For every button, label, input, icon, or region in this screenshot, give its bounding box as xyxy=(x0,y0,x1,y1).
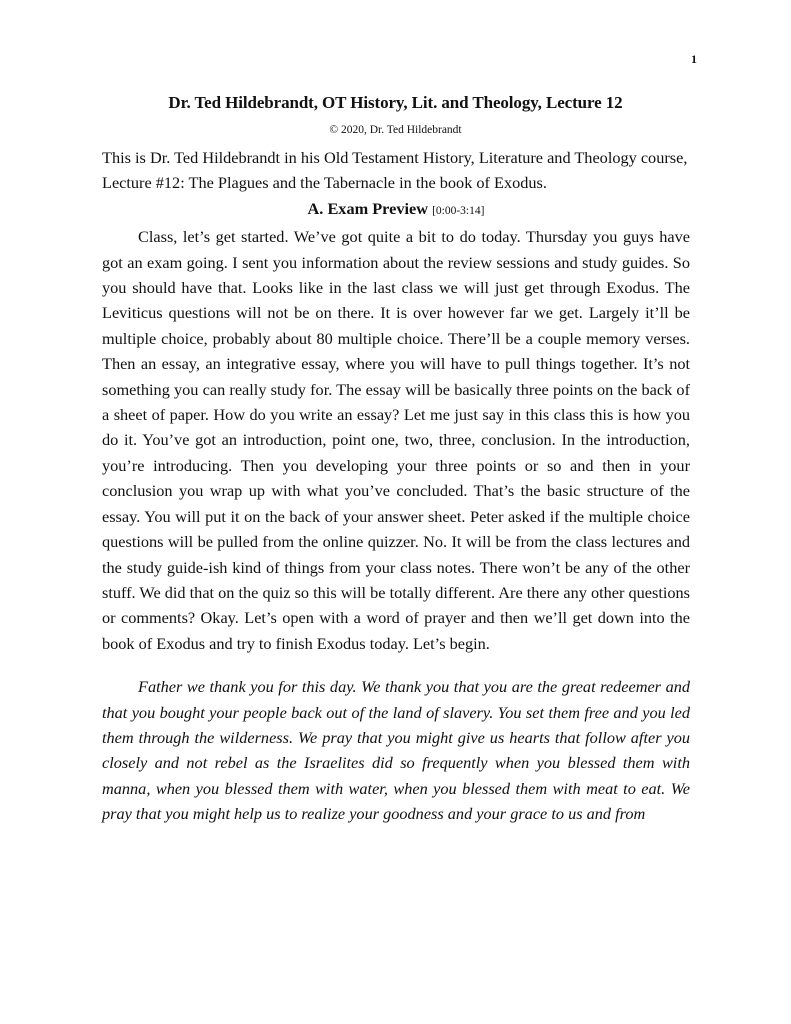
lecture-transcript xyxy=(102,145,690,827)
prayer-paragraph: Father we thank you for this day. We thank you that you are the great redeemer and that you bought your people back out of the land of slavery. You set them free and you led them through the wilderness. We pray that you might give us hearts that follow after you closely and not rebel as the Israelites did so frequently when you blessed them with manna, when you blessed them with water, when you blessed them with meat to eat. We pray that you might help us to realize your goodness and your grace to us and from xyxy=(102,677,690,824)
section-heading-text: A. Exam Preview xyxy=(307,198,428,218)
intro-paragraph: This is Dr. Ted Hildebrandt in his Old Testament History, Literature and Theology course, Lecture #12: The Plagues and the Tabernacle in the book of Exodus. xyxy=(102,148,688,193)
exam-preview-paragraph: Class, let’s get started. We’ve got quite a bit to do today. Thursday you guys have got an exam going. I sent you information about the review sessions and study guides. So you should have that. Looks like in the last class we will just get through Exodus. The Leviticus questions will not be on there. It is over however far we get. Largely it’ll be multiple choice, probably about 80 multiple choice. There’ll be a couple memory verses. Then an essay, an integrative essay, where you will have to pull things together. It’s not something you can really study for. The essay will be basically three points on the back of a sheet of paper. How do you write an essay? Let me just say in this class this is how you do it. You’ve got an introduction, point one, two, three, conclusion. In the introduction, you’re introducing. Then you developing your three points or so and then in your conclusion you wrap up with what you’ve concluded. That’s the basic structure of the essay. You will put it on the back of your answer sheet. Peter asked if the multiple choice questions will be pulled from the online quizzer. No. It will be from the class lectures and the study guide-ish kind of things from your class notes. There won’t be any of the other stuff. We did that on the quiz so this will be totally different. Are there any other questions or comments? Okay. Let’s open with a word of prayer and then we’ll get down into the book of Exodus and try to finish Exodus today. Let’s begin. xyxy=(102,227,690,653)
page-number: 1 xyxy=(691,52,697,66)
lecture-title: Dr. Ted Hildebrandt, OT History, Lit. and Theology, Lecture 12 xyxy=(168,93,623,112)
section-timestamp: [0:00-3:14] xyxy=(432,204,485,217)
copyright-line: © 2020, Dr. Ted Hildebrandt xyxy=(329,124,462,136)
section-heading xyxy=(102,196,690,224)
